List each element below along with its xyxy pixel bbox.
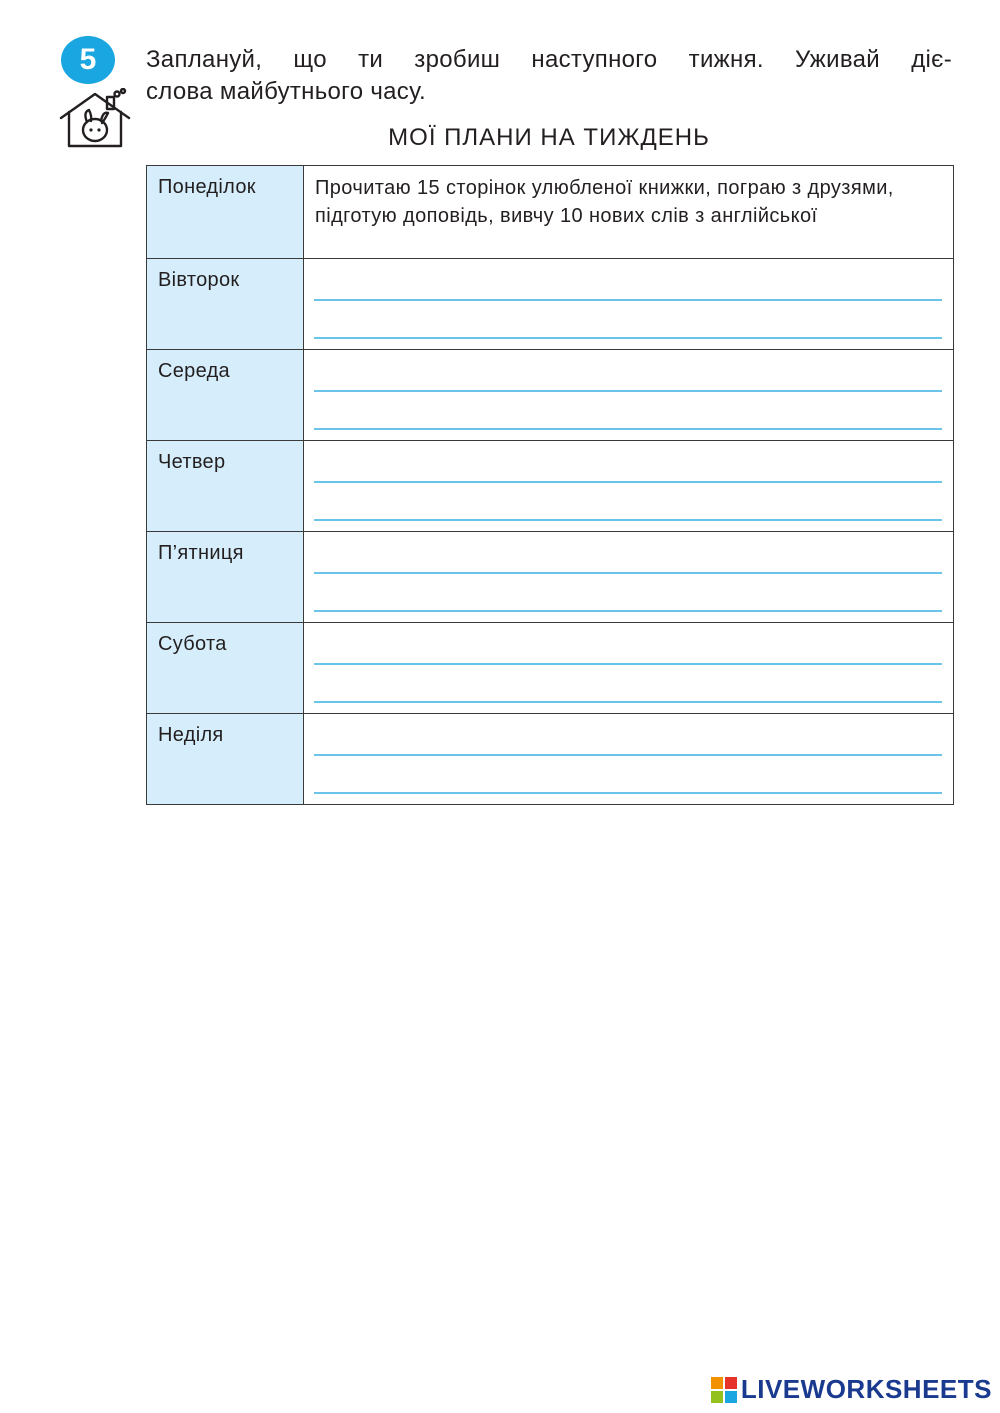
answer-field[interactable] <box>304 714 954 805</box>
day-label: Субота <box>158 633 227 655</box>
task-number: 5 <box>79 43 97 76</box>
writing-line <box>314 519 942 521</box>
table-row <box>147 623 954 714</box>
table-row <box>147 532 954 623</box>
answer-field[interactable] <box>304 441 954 532</box>
plan-text-cell <box>304 166 954 259</box>
answer-field[interactable] <box>304 350 954 441</box>
day-label: Неділя <box>158 724 224 746</box>
writing-line <box>314 337 942 339</box>
writing-line <box>314 299 942 301</box>
homework-house-icon <box>57 88 133 152</box>
writing-line <box>314 390 942 392</box>
instruction-line-2: слова майбутнього часу. <box>146 78 426 105</box>
day-label: Понеділок <box>158 176 256 198</box>
writing-line <box>314 663 942 665</box>
answer-field[interactable] <box>304 532 954 623</box>
task-number-badge <box>61 36 115 84</box>
writing-line <box>314 428 942 430</box>
writing-line <box>314 572 942 574</box>
day-cell <box>147 166 304 259</box>
weekly-plan-table <box>146 165 954 805</box>
table-row <box>147 259 954 350</box>
writing-line <box>314 610 942 612</box>
day-cell <box>147 623 304 714</box>
answer-field[interactable] <box>304 259 954 350</box>
day-label: Четвер <box>158 451 226 473</box>
liveworksheets-mark-icon <box>711 1377 737 1403</box>
table-row <box>147 166 954 259</box>
writing-line <box>314 754 942 756</box>
day-label: Вівторок <box>158 269 240 291</box>
answer-field[interactable] <box>304 623 954 714</box>
day-label: П’ятниця <box>158 542 244 564</box>
day-cell <box>147 441 304 532</box>
day-label: Середа <box>158 360 230 382</box>
brand-name: LIVEWORKSHEETS <box>740 1374 992 1404</box>
table-row <box>147 441 954 532</box>
liveworksheets-logo <box>711 1374 992 1405</box>
writing-line <box>314 481 942 483</box>
plan-title: МОЇ ПЛАНИ НА ТИЖДЕНЬ <box>388 124 710 151</box>
task-instruction <box>146 44 952 108</box>
monday-plan-text: Прочитаю 15 сторінок улюбленої книжки, пограю з друзями, підготую доповідь, вивчу 10 нових слів з англійської <box>315 177 894 227</box>
day-cell <box>147 532 304 623</box>
writing-line <box>314 701 942 703</box>
day-cell <box>147 714 304 805</box>
day-cell <box>147 350 304 441</box>
table-row <box>147 350 954 441</box>
table-row <box>147 714 954 805</box>
writing-line <box>314 792 942 794</box>
day-cell <box>147 259 304 350</box>
instruction-line-1: Заплануй, що ти зробиш наступного тижня. Уживай діє- <box>146 46 952 73</box>
